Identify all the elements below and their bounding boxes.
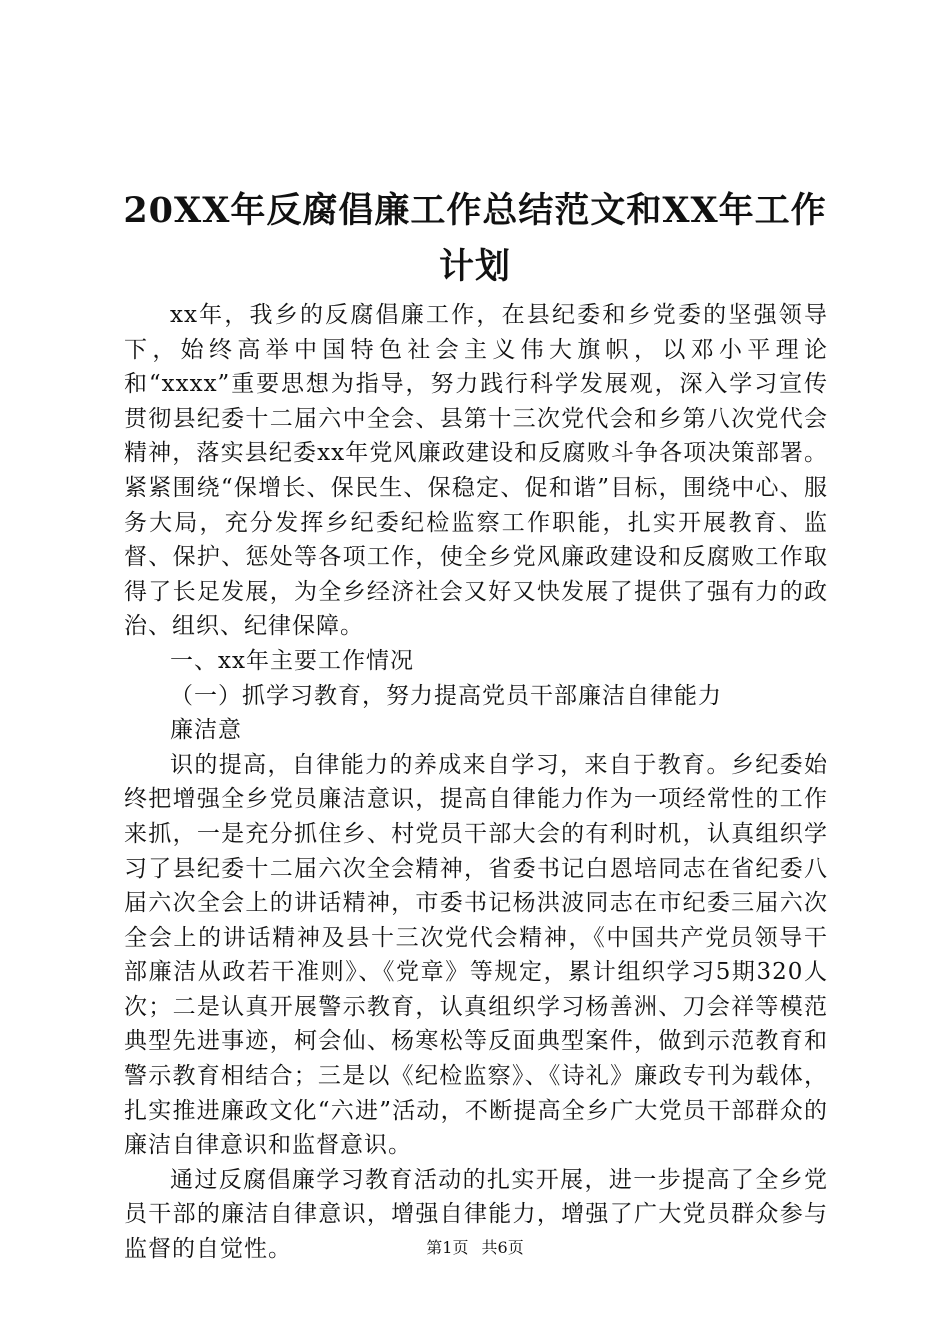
intro-paragraph: xx年，我乡的反腐倡廉工作，在县纪委和乡党委的坚强领导下，始终高举中国特色社会主义伟大旗帜，以邓小平理论和“xxxx”重要思想为指导，努力践行科学发展观，深入学习宣传贯彻县纪委十二届六中全会、县第十三次党代会和乡第八次党代会精神，落实县纪委xx年党风廉政建设和反腐败斗争各项决策部署。紧紧围绕“保增长、保民生、保稳定、促和谐”目标，围绕中心、服务大局，充分发挥乡纪委纪检监察工作职能，扎实开展教育、监督、保护、惩处等各项工作，使全乡党风廉政建设和反腐败工作取得了长足发展，为全乡经济社会又好又快发展了提供了强有力的政治、组织、纪律保障。 <box>124 302 828 640</box>
subsection-lead: 廉洁意 <box>170 717 242 744</box>
document-title: 20XX年反腐倡廉工作总结范文和XX年工作计划 <box>123 190 827 288</box>
page-footer <box>0 1238 950 1258</box>
section-heading: 一、xx年主要工作情况 <box>170 647 414 674</box>
document-body <box>124 298 828 1267</box>
subsection-heading: （一）抓学习教育，努力提高党员干部廉洁自律能力 <box>170 682 722 709</box>
body-paragraph: 识的提高，自律能力的养成来自学习，来自于教育。乡纪委始终把增强全乡党员廉洁意识，提高自律能力作为一项经常性的工作来抓，一是充分抓住乡、村党员干部大会的有利时机，认真组织学习了县纪委十二届六次全会精神，省委书记白恩培同志在省纪委八届六次全会上的讲话精神，市委书记杨洪波同志在市纪委三届六次全会上的讲话精神及县十三次党代会精神，《中国共产党员领导干部廉洁从政若干准则》、《党章》等规定，累计组织学习5期320人次；二是认真开展警示教育，认真组织学习杨善洲、刀会祥等模范典型先进事迹，柯会仙、杨寒松等反面典型案件，做到示范教育和警示教育相结合；三是以《纪检监察》、《诗礼》廉政专刊为载体，扎实推进廉政文化“六进”活动，不断提高全乡广大党员干部群众的廉洁自律意识和监督意识。 <box>124 751 828 1159</box>
page-total: 共6页 <box>481 1238 524 1257</box>
body-paragraph: 通过反腐倡廉学习教育活动的扎实开展，进一步提高了全乡党员干部的廉洁自律意识，增强自律能力，增强了广大党员群众参与监督的自觉性。 <box>124 1166 828 1263</box>
page-number: 第1页 <box>426 1238 469 1257</box>
